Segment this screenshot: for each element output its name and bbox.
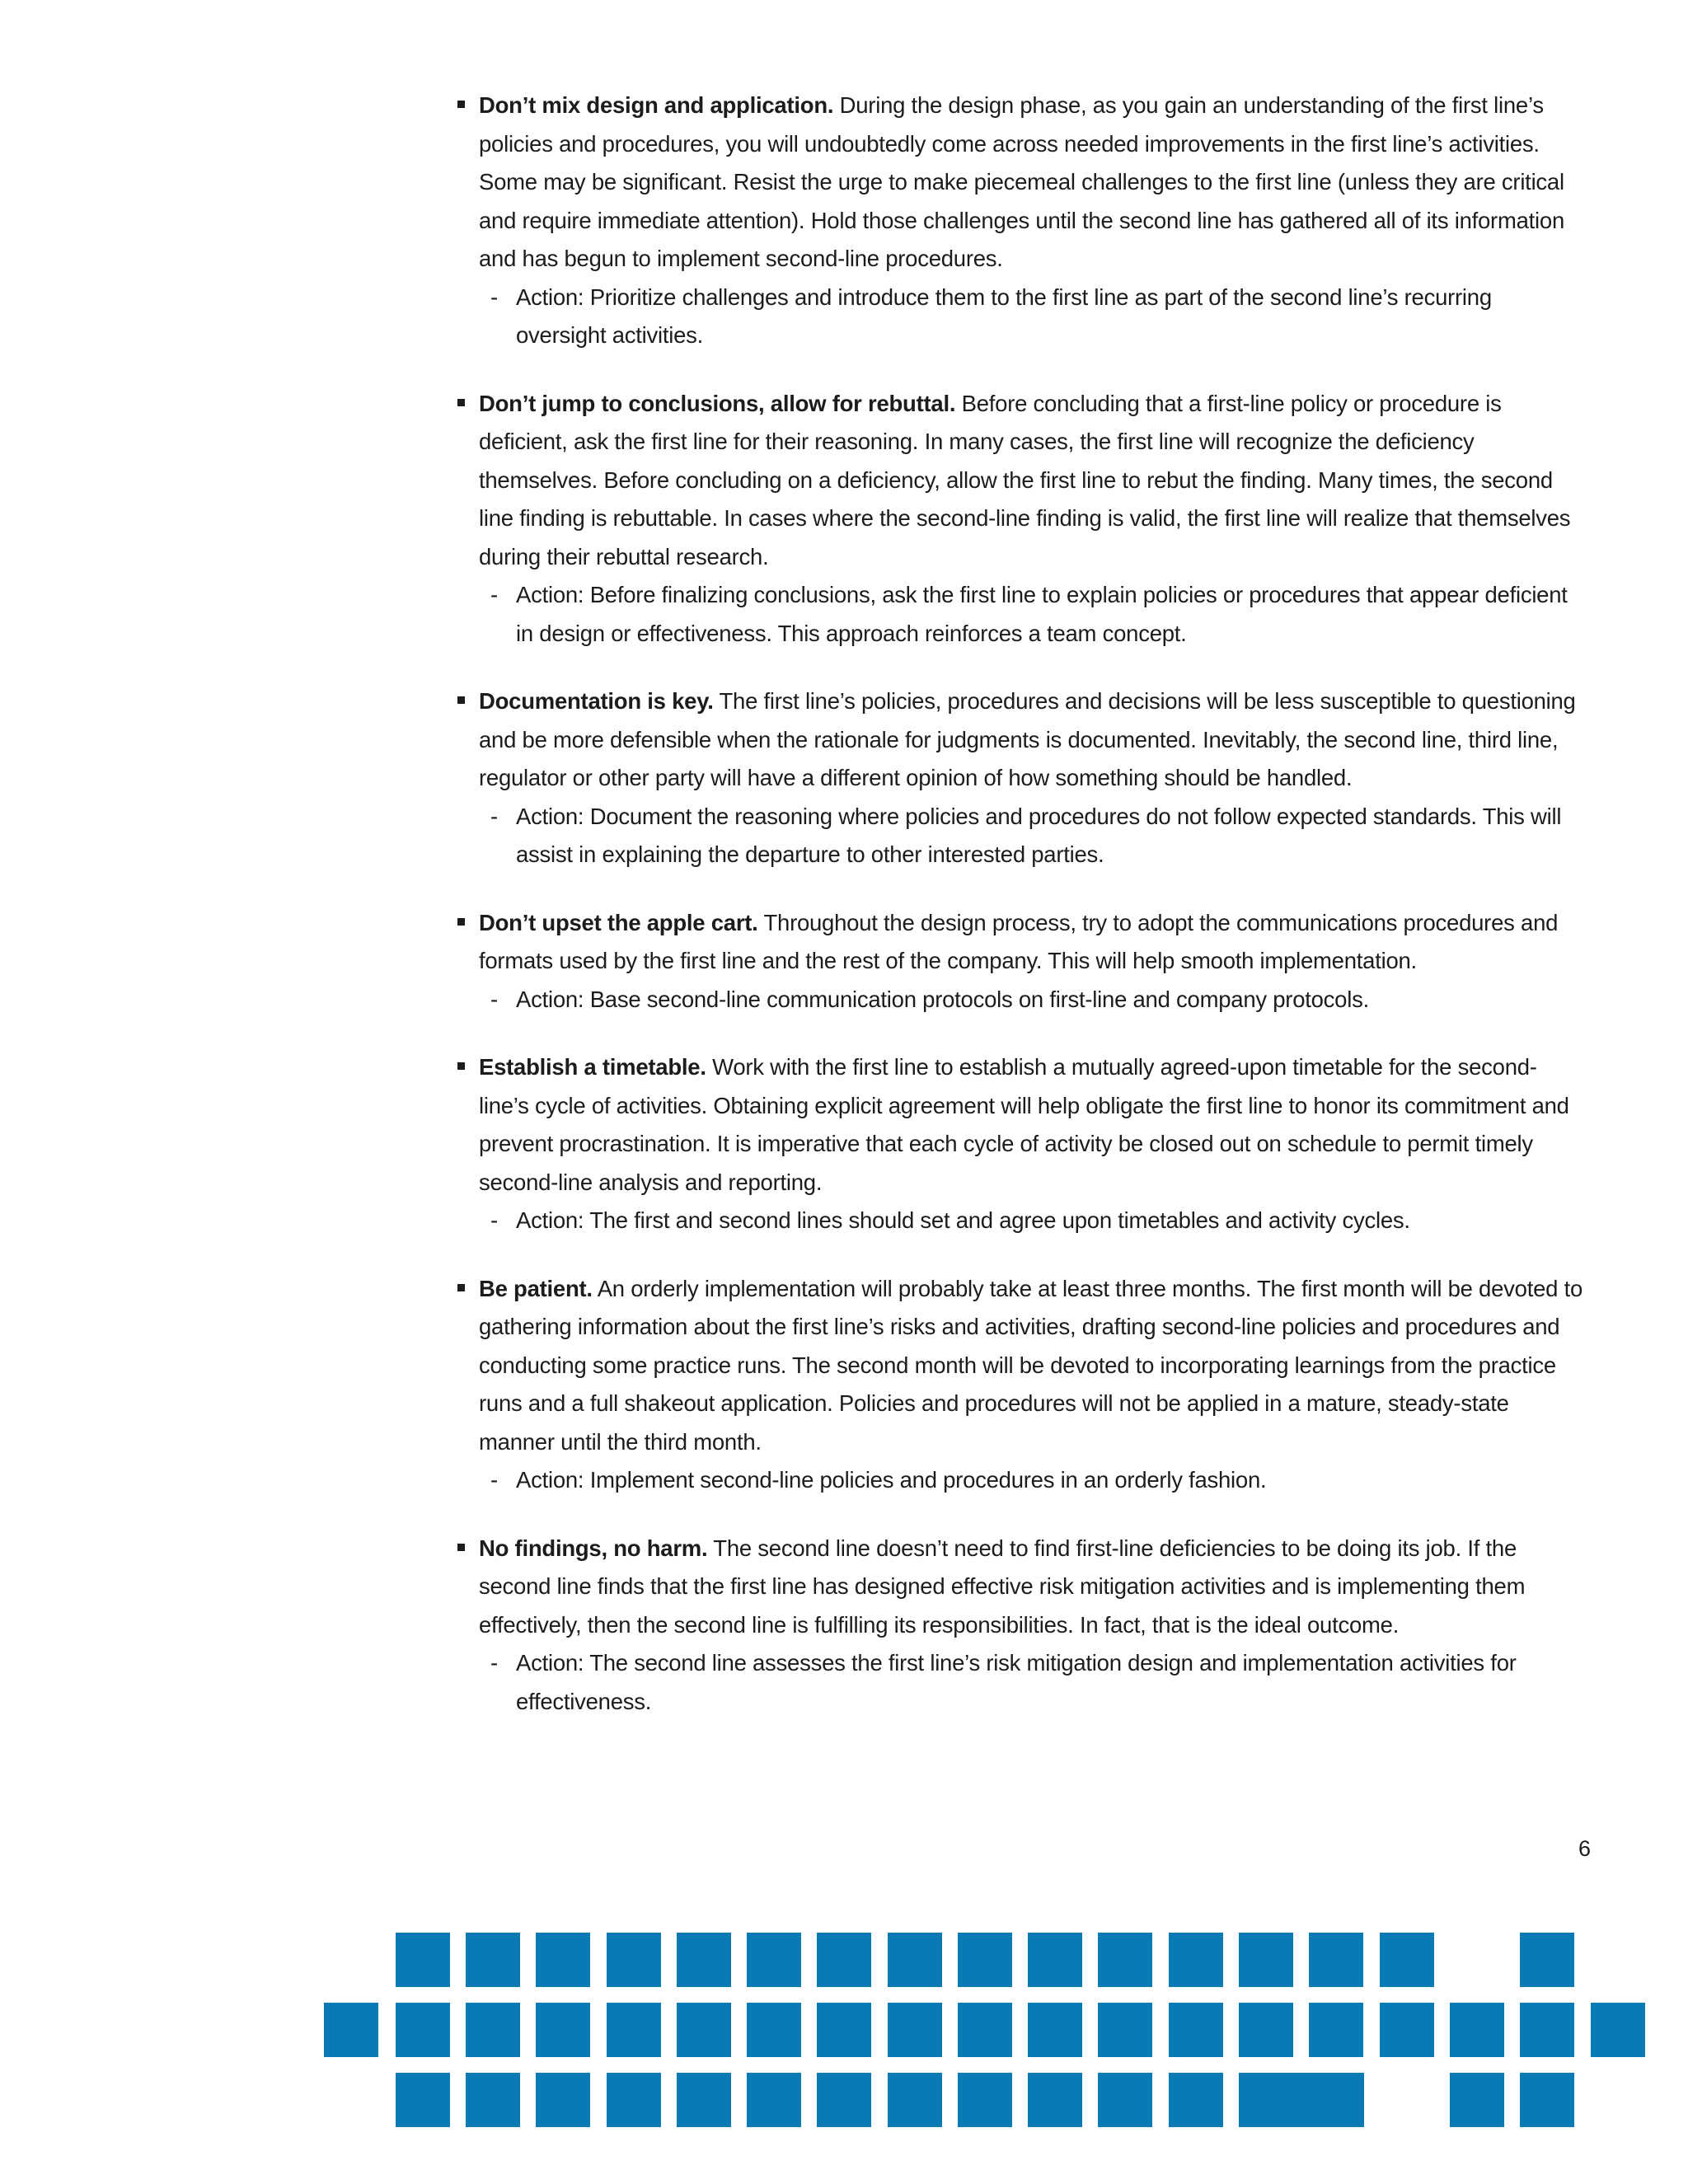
decorative-block xyxy=(1098,2073,1152,2127)
decorative-block xyxy=(607,2073,661,2127)
item-body: The first line’s policies, procedures and decisions will be less susceptible to questioning and be more defensible when the rationale for judgments is documented. Inevitably, the second line, third line, regulator or other party will have a different opinion of how something should be handled. xyxy=(479,688,1576,790)
decorative-block xyxy=(677,2073,731,2127)
item-heading: Establish a timetable. xyxy=(479,1054,706,1080)
action-text: Action: Base second-line communication protocols on first-line and company protocols. xyxy=(516,986,1369,1012)
decorative-block xyxy=(1028,2073,1082,2127)
decorative-block xyxy=(677,2003,731,2057)
decorative-block xyxy=(607,2003,661,2057)
decorative-block xyxy=(1239,2073,1364,2127)
decorative-block xyxy=(536,2073,590,2127)
page-number: 6 xyxy=(1578,1836,1591,1861)
decorative-block xyxy=(1520,2073,1574,2127)
decorative-block xyxy=(958,1933,1012,1987)
dash-marker: - xyxy=(490,986,498,1012)
decorative-block xyxy=(1169,2003,1223,2057)
item-heading: No findings, no harm. xyxy=(479,1535,708,1561)
dash-marker: - xyxy=(490,1467,498,1493)
item-heading: Don’t jump to conclusions, allow for rebuttal. xyxy=(479,390,956,416)
decorative-block xyxy=(888,1933,942,1987)
item-heading: Be patient. xyxy=(479,1275,593,1301)
decorative-block xyxy=(817,2073,871,2127)
decorative-block xyxy=(958,2073,1012,2127)
decorative-block xyxy=(1169,2073,1223,2127)
decorative-block xyxy=(607,1933,661,1987)
decorative-block xyxy=(536,1933,590,1987)
decorative-block xyxy=(1520,1933,1574,1987)
action-text: Action: Implement second-line policies and procedures in an orderly fashion. xyxy=(516,1467,1267,1493)
decorative-block xyxy=(466,2003,520,2057)
decorative-block xyxy=(396,2073,450,2127)
item-body: An orderly implementation will probably take at least three months. The first month will be devoted to gathering information about the first line’s risks and activities, drafting second-line policies and procedures and conducting some practice runs. The second month will be devoted to incorporating learnings from the practice runs and a full shakeout application. Policies and procedures will not be applied in a mature, steady-state manner until the third month. xyxy=(479,1275,1582,1455)
item-body: During the design phase, as you gain an understanding of the first line’s policies and procedures, you will undoubtedly come across needed improvements in the first line’s activities. Some may be significant. Resist the urge to make piecemeal challenges to the first line (unless they are critical and require immediate attention). Hold those challenges until the second line has gathered all of its information and has begun to implement second-line procedures. xyxy=(479,92,1564,271)
item-body: Before concluding that a first-line policy or procedure is deficient, ask the first line for their reasoning. In many cases, the first line will recognize the deficiency themselves. Before concluding on a deficiency, allow the first line to rebut the finding. Many times, the second line finding is rebuttable. In cases where the second-line finding is valid, the first line will realize that themselves during their rebuttal research. xyxy=(479,390,1571,569)
dash-marker: - xyxy=(490,1207,498,1233)
decorative-block xyxy=(536,2003,590,2057)
decorative-block xyxy=(324,2003,378,2057)
decorative-block xyxy=(888,2003,942,2057)
decorative-block xyxy=(396,2003,450,2057)
decorative-block xyxy=(1450,2073,1504,2127)
decorative-block xyxy=(1239,2003,1293,2057)
item-body: Work with the first line to establish a mutually agreed-upon timetable for the second-line’s cycle of activities. Obtaining explicit agreement will help obligate the first line to honor its commitment and prevent procrastination. It is imperative that each cycle of activity be closed out on schedule to permit timely second-line analysis and reporting. xyxy=(479,1054,1569,1195)
decorative-block xyxy=(1380,1933,1434,1987)
action-text: Action: The second line assesses the first line’s risk mitigation design and implementation activities for effectiveness. xyxy=(516,1650,1517,1714)
decorative-block xyxy=(1520,2003,1574,2057)
decorative-block xyxy=(1028,2003,1082,2057)
dash-marker: - xyxy=(490,284,498,310)
decorative-block xyxy=(396,1933,450,1987)
decorative-block xyxy=(466,1933,520,1987)
dash-marker: - xyxy=(490,582,498,607)
decorative-block xyxy=(1309,1933,1363,1987)
decorative-block xyxy=(1239,1933,1293,1987)
dash-marker: - xyxy=(490,1650,498,1675)
action-text: Action: Before finalizing conclusions, ask the first line to explain policies or procedures that appear deficient in design or effectiveness. This approach reinforces a team concept. xyxy=(516,582,1568,646)
decorative-block xyxy=(677,1933,731,1987)
decorative-block xyxy=(888,2073,942,2127)
decorative-block xyxy=(747,1933,801,1987)
item-heading: Don’t upset the apple cart. xyxy=(479,909,758,935)
decorative-block xyxy=(958,2003,1012,2057)
dash-marker: - xyxy=(490,803,498,829)
item-body: Throughout the design process, try to adopt the communications procedures and formats used by the first line and the rest of the company. This will help smooth implementation. xyxy=(479,909,1559,973)
decorative-block xyxy=(1591,2003,1645,2057)
decorative-block xyxy=(1450,2003,1504,2057)
decorative-block xyxy=(817,1933,871,1987)
item-body: The second line doesn’t need to find first-line deficiencies to be doing its job. If the second line finds that the first line has designed effective risk mitigation activities and is implementing them effectively, then the second line is fulfilling its responsibilities. In fact, that is the ideal outcome. xyxy=(479,1535,1526,1638)
decorative-block xyxy=(466,2073,520,2127)
decorative-block xyxy=(747,2073,801,2127)
decorative-block xyxy=(1098,1933,1152,1987)
decorative-block xyxy=(1098,2003,1152,2057)
decorative-block xyxy=(1309,2003,1363,2057)
decorative-block xyxy=(817,2003,871,2057)
item-heading: Documentation is key. xyxy=(479,688,714,714)
action-text: Action: Document the reasoning where policies and procedures do not follow expected standards. This will assist in explaining the departure to other interested parties. xyxy=(516,803,1562,867)
decorative-block xyxy=(1028,1933,1082,1987)
action-text: Action: Prioritize challenges and introduce them to the first line as part of the second line’s recurring oversight activities. xyxy=(516,284,1492,348)
decorative-block xyxy=(1169,1933,1223,1987)
decorative-block xyxy=(1380,2003,1434,2057)
item-heading: Don’t mix design and application. xyxy=(479,92,834,118)
action-text: Action: The first and second lines should set and agree upon timetables and activity cycles. xyxy=(516,1207,1410,1233)
decorative-block xyxy=(747,2003,801,2057)
